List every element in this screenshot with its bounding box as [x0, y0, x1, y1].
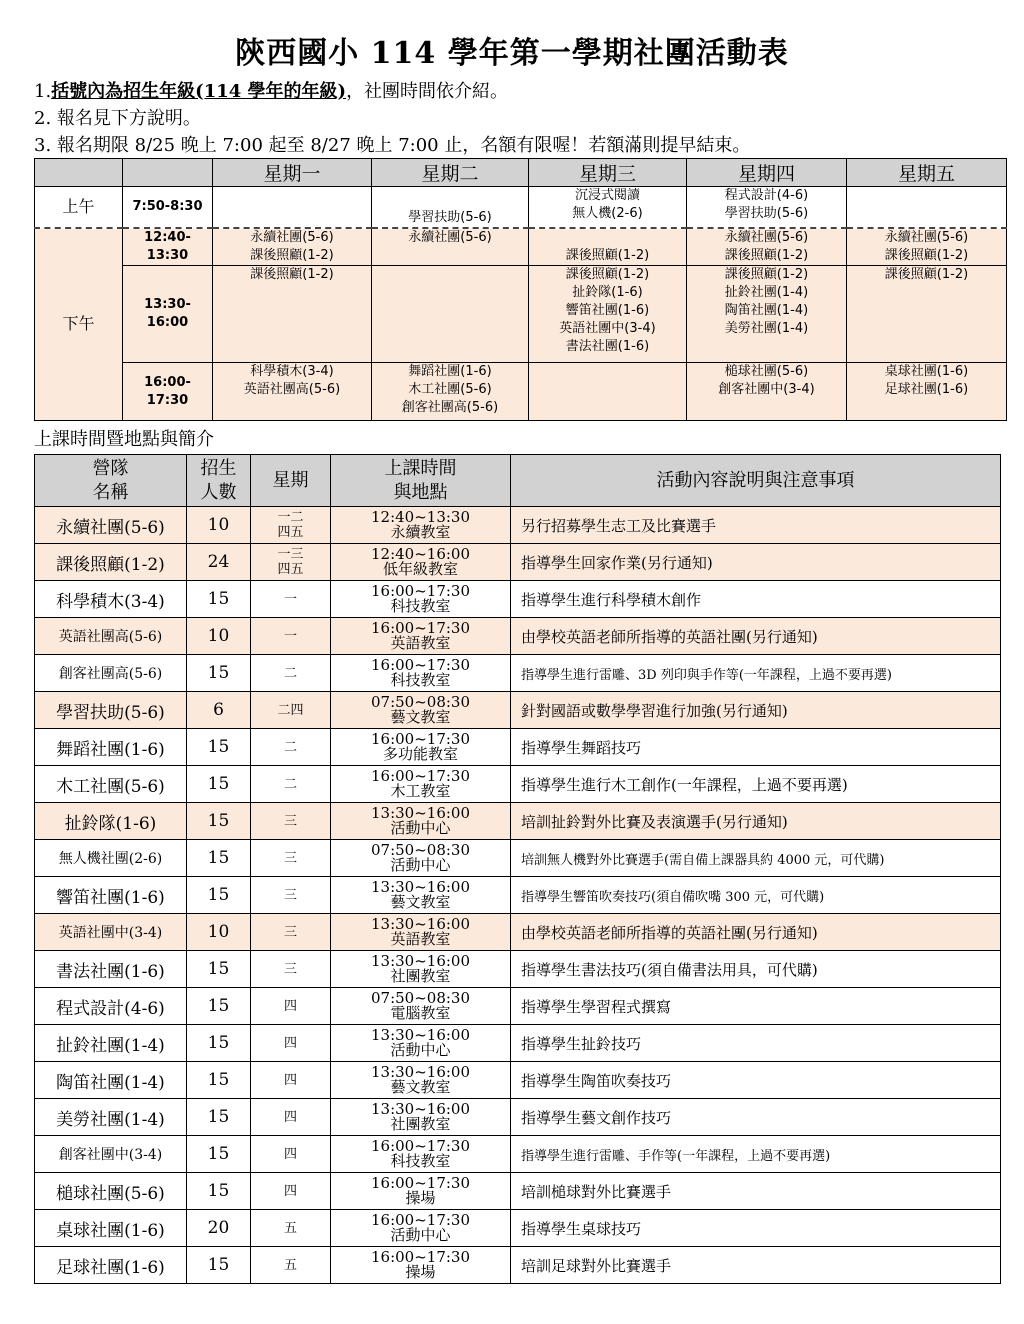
- note-1-rest: ，社團時間依介紹。: [346, 81, 509, 102]
- note-2: 2. 報名見下方說明。: [34, 108, 201, 129]
- club-weekday: 一二 四五: [251, 507, 331, 544]
- club-name: 舞蹈社團(1-6): [35, 729, 187, 766]
- club-time: 16:00~17:30: [370, 730, 471, 748]
- weekly-schedule-table: [34, 158, 1007, 421]
- table-row: [35, 692, 1001, 729]
- club-weekday: 三: [251, 914, 331, 951]
- club-description: 培訓扯鈴對外比賽及表演選手(另行通知): [511, 803, 1001, 840]
- am-slot: 7:50-8:30: [123, 187, 213, 228]
- table-row: [35, 507, 1001, 544]
- club-place: 木工教室: [390, 782, 451, 800]
- club-place: 操場: [405, 1263, 436, 1281]
- club-place: 藝文教室: [390, 1078, 451, 1096]
- schedule-cell: 學習扶助(5-6): [372, 187, 529, 228]
- pm-slot: 16:00- 17:30: [123, 363, 213, 421]
- club-time: 13:30~16:00: [370, 915, 471, 933]
- club-place: 活動中心: [390, 1226, 451, 1244]
- club-enrollment: 15: [187, 988, 251, 1025]
- am-label: 上午: [35, 187, 123, 228]
- club-enrollment: 10: [187, 618, 251, 655]
- schedule-cell: 程式設計(4-6) 學習扶助(5-6): [687, 187, 847, 228]
- table-row: [35, 1210, 1001, 1247]
- club-place: 科技教室: [390, 671, 451, 689]
- club-details-table: [34, 454, 1001, 1284]
- club-time: 16:00~17:30: [370, 1248, 471, 1266]
- table-row: [35, 1136, 1001, 1173]
- club-time: 13:30~16:00: [370, 1026, 471, 1044]
- club-description: 指導學生舞蹈技巧: [511, 729, 1001, 766]
- note-3: 3. 報名期限 8/25 晚上 7:00 起至 8/27 晚上 7:00 止，名額有限喔！若額滿則提早結束。: [34, 135, 751, 156]
- club-description: 培訓無人機對外比賽選手(需自備上課器具約 4000 元，可代購): [511, 840, 1001, 877]
- pm-slot: 12:40- 13:30: [123, 228, 213, 266]
- club-description: 指導學生陶笛吹奏技巧: [511, 1062, 1001, 1099]
- club-enrollment: 15: [187, 1062, 251, 1099]
- club-enrollment: 10: [187, 507, 251, 544]
- schedule-cell: [213, 187, 372, 228]
- club-name: 扯鈴隊(1-6): [35, 803, 187, 840]
- club-description: 另行招募學生志工及比賽選手: [511, 507, 1001, 544]
- page-title: 陝西國小 114 學年第一學期社團活動表: [235, 36, 789, 71]
- club-description: 指導學生回家作業(另行通知): [511, 544, 1001, 581]
- club-description: 指導學生進行雷雕、3D 列印與手作等(一年課程，上過不要再選): [511, 655, 1001, 692]
- club-time-place: [331, 914, 511, 951]
- club-time: 07:50~08:30: [370, 693, 471, 711]
- weekday-header: 星期四: [687, 159, 847, 187]
- table-row: [35, 840, 1001, 877]
- club-enrollment: 15: [187, 877, 251, 914]
- club-weekday: 四: [251, 1025, 331, 1062]
- club-weekday: 三: [251, 803, 331, 840]
- club-time: 12:40~13:30: [370, 508, 471, 526]
- weekday-header: 星期二: [372, 159, 529, 187]
- club-time-place: [331, 1025, 511, 1062]
- table-row: [35, 729, 1001, 766]
- club-time-place: [331, 692, 511, 729]
- club-time-place: [331, 1210, 511, 1247]
- club-weekday: 二四: [251, 692, 331, 729]
- club-time-place: [331, 618, 511, 655]
- schedule-cell: 課後照顧(1-2) 扯鈴社團(1-4) 陶笛社團(1-4) 美勞社團(1-4): [687, 266, 847, 363]
- club-time-place: [331, 1062, 511, 1099]
- table-row: [35, 951, 1001, 988]
- club-description: 指導學生扯鈴技巧: [511, 1025, 1001, 1062]
- note-1-underlined: 括號內為招生年級(114 學年的年級): [51, 81, 347, 102]
- club-name: 學習扶助(5-6): [35, 692, 187, 729]
- schedule-cell: 桌球社團(1-6) 足球社團(1-6): [847, 363, 1007, 421]
- club-time: 13:30~16:00: [370, 1063, 471, 1081]
- table-row: [35, 1247, 1001, 1284]
- club-name: 創客社團中(3-4): [35, 1136, 187, 1173]
- weekday-header: 星期五: [847, 159, 1007, 187]
- club-time-place: [331, 840, 511, 877]
- club-name: 扯鈴社團(1-4): [35, 1025, 187, 1062]
- club-time: 13:30~16:00: [370, 952, 471, 970]
- club-time: 16:00~17:30: [370, 582, 471, 600]
- club-place: 低年級教室: [382, 560, 458, 578]
- table-row: [35, 1173, 1001, 1210]
- club-name: 無人機社團(2-6): [35, 840, 187, 877]
- club-time-place: [331, 951, 511, 988]
- pm-label: 下午: [35, 228, 123, 421]
- club-time-place: [331, 1173, 511, 1210]
- club-name: 足球社團(1-6): [35, 1247, 187, 1284]
- club-weekday: 四: [251, 1099, 331, 1136]
- club-name: 書法社團(1-6): [35, 951, 187, 988]
- schedule-cell: 槌球社團(5-6) 創客社團中(3-4): [687, 363, 847, 421]
- schedule-cell: 永續社團(5-6): [372, 228, 529, 266]
- schedule-cell: 課後照顧(1-2) 扯鈴隊(1-6) 響笛社團(1-6) 英語社團中(3-4) 書法社團(1-6): [529, 266, 687, 363]
- club-time: 16:00~17:30: [370, 656, 471, 674]
- club-time: 16:00~17:30: [370, 1137, 471, 1155]
- club-enrollment: 15: [187, 1099, 251, 1136]
- club-weekday: 一: [251, 618, 331, 655]
- club-place: 英語教室: [390, 634, 451, 652]
- club-weekday: 二: [251, 729, 331, 766]
- club-time: 16:00~17:30: [370, 1174, 471, 1192]
- club-place: 社團教室: [390, 967, 451, 985]
- schedule-cell: 舞蹈社團(1-6) 木工社團(5-6) 創客社團高(5-6): [372, 363, 529, 421]
- club-description: 指導學生響笛吹奏技巧(須自備吹嘴 300 元，可代購): [511, 877, 1001, 914]
- club-place: 多功能教室: [382, 745, 458, 763]
- club-place: 科技教室: [390, 1152, 451, 1170]
- club-time-place: [331, 581, 511, 618]
- club-description: 指導學生進行科學積木創作: [511, 581, 1001, 618]
- schedule-cell: 課後照顧(1-2): [213, 266, 372, 363]
- table-row: [35, 581, 1001, 618]
- club-time-place: [331, 544, 511, 581]
- table-row: [35, 803, 1001, 840]
- club-name: 程式設計(4-6): [35, 988, 187, 1025]
- club-enrollment: 15: [187, 840, 251, 877]
- club-place: 英語教室: [390, 930, 451, 948]
- club-place: 藝文教室: [390, 708, 451, 726]
- club-name: 英語社團中(3-4): [35, 914, 187, 951]
- club-place: 永續教室: [390, 523, 451, 541]
- club-description: 針對國語或數學學習進行加強(另行通知): [511, 692, 1001, 729]
- club-enrollment: 15: [187, 655, 251, 692]
- club-time-place: [331, 1247, 511, 1284]
- schedule-cell: 課後照顧(1-2): [847, 266, 1007, 363]
- club-description: 指導學生學習程式撰寫: [511, 988, 1001, 1025]
- table-row: [35, 618, 1001, 655]
- club-description: 指導學生進行雷雕、手作等(一年課程，上過不要再選): [511, 1136, 1001, 1173]
- club-enrollment: 15: [187, 729, 251, 766]
- club-name: 木工社團(5-6): [35, 766, 187, 803]
- club-place: 活動中心: [390, 1041, 451, 1059]
- table-row: [35, 766, 1001, 803]
- schedule-cell: [529, 363, 687, 421]
- club-place: 操場: [405, 1189, 436, 1207]
- club-time: 13:30~16:00: [370, 1100, 471, 1118]
- header-time-place: 上課時間 與地點: [331, 455, 511, 507]
- club-time: 16:00~17:30: [370, 619, 471, 637]
- header-description: 活動內容說明與注意事項: [511, 455, 1001, 507]
- club-weekday: 一: [251, 581, 331, 618]
- schedule-cell: 永續社團(5-6) 課後照顧(1-2): [213, 228, 372, 266]
- club-enrollment: 24: [187, 544, 251, 581]
- table-row: [35, 1062, 1001, 1099]
- schedule-cell: 永續社團(5-6) 課後照顧(1-2): [847, 228, 1007, 266]
- club-time: 16:00~17:30: [370, 767, 471, 785]
- club-name: 槌球社團(5-6): [35, 1173, 187, 1210]
- club-place: 藝文教室: [390, 893, 451, 911]
- schedule-corner-2: [123, 159, 213, 187]
- club-place: 活動中心: [390, 819, 451, 837]
- club-time: 07:50~08:30: [370, 841, 471, 859]
- club-weekday: 四: [251, 1173, 331, 1210]
- club-time-place: [331, 729, 511, 766]
- club-rows: [35, 507, 1001, 1284]
- schedule-cell: 課後照顧(1-2): [529, 228, 687, 266]
- club-name: 科學積木(3-4): [35, 581, 187, 618]
- club-time-place: [331, 803, 511, 840]
- club-time: 13:30~16:00: [370, 878, 471, 896]
- club-time-place: [331, 988, 511, 1025]
- club-time-place: [331, 877, 511, 914]
- club-time-place: [331, 507, 511, 544]
- notes: [34, 78, 994, 159]
- club-time: 13:30~16:00: [370, 804, 471, 822]
- club-name: 響笛社團(1-6): [35, 877, 187, 914]
- club-weekday: 四: [251, 1062, 331, 1099]
- club-place: 科技教室: [390, 597, 451, 615]
- section-subheading: 上課時間暨地點與簡介: [34, 429, 214, 450]
- club-description: 培訓槌球對外比賽選手: [511, 1173, 1001, 1210]
- weekday-header: 星期一: [213, 159, 372, 187]
- schedule-cell: 沉浸式閱讀 無人機(2-6): [529, 187, 687, 228]
- schedule-cell: [847, 187, 1007, 228]
- club-name: 英語社團高(5-6): [35, 618, 187, 655]
- header-enrollment: 招生 人數: [187, 455, 251, 507]
- schedule-cell: 永續社團(5-6) 課後照顧(1-2): [687, 228, 847, 266]
- club-description: 由學校英語老師所指導的英語社團(另行通知): [511, 914, 1001, 951]
- club-weekday: 四: [251, 988, 331, 1025]
- club-description: 培訓足球對外比賽選手: [511, 1247, 1001, 1284]
- club-name: 陶笛社團(1-4): [35, 1062, 187, 1099]
- club-enrollment: 15: [187, 803, 251, 840]
- club-weekday: 四: [251, 1136, 331, 1173]
- table-row: [35, 988, 1001, 1025]
- club-description: 指導學生書法技巧(須自備書法用具，可代購): [511, 951, 1001, 988]
- club-weekday: 五: [251, 1210, 331, 1247]
- table-row: [35, 877, 1001, 914]
- club-place: 電腦教室: [390, 1004, 451, 1022]
- club-enrollment: 15: [187, 766, 251, 803]
- club-enrollment: 15: [187, 1136, 251, 1173]
- club-name: 課後照顧(1-2): [35, 544, 187, 581]
- club-enrollment: 15: [187, 581, 251, 618]
- club-time: 07:50~08:30: [370, 989, 471, 1007]
- schedule-cell: 科學積木(3-4) 英語社團高(5-6): [213, 363, 372, 421]
- table-row: [35, 544, 1001, 581]
- club-weekday: 三: [251, 840, 331, 877]
- club-time-place: [331, 1099, 511, 1136]
- club-weekday: 一三 四五: [251, 544, 331, 581]
- pm-slot: 13:30- 16:00: [123, 266, 213, 363]
- club-enrollment: 15: [187, 1247, 251, 1284]
- club-weekday: 三: [251, 951, 331, 988]
- club-description: 指導學生進行木工創作(一年課程，上過不要再選): [511, 766, 1001, 803]
- club-time-place: [331, 766, 511, 803]
- club-description: 由學校英語老師所指導的英語社團(另行通知): [511, 618, 1001, 655]
- club-time-place: [331, 655, 511, 692]
- club-weekday: 五: [251, 1247, 331, 1284]
- table-row: [35, 1099, 1001, 1136]
- club-enrollment: 10: [187, 914, 251, 951]
- note-1-number: 1.: [34, 81, 52, 102]
- table-row: [35, 655, 1001, 692]
- table-row: [35, 1025, 1001, 1062]
- club-place: 活動中心: [390, 856, 451, 874]
- header-club-name: 營隊 名稱: [35, 455, 187, 507]
- club-weekday: 三: [251, 877, 331, 914]
- club-time: 12:40~16:00: [370, 545, 471, 563]
- club-time-place: [331, 1136, 511, 1173]
- table-row: [35, 914, 1001, 951]
- club-description: 指導學生桌球技巧: [511, 1210, 1001, 1247]
- header-weekday: 星期: [251, 455, 331, 507]
- club-weekday: 二: [251, 655, 331, 692]
- club-enrollment: 15: [187, 1173, 251, 1210]
- note-1: [34, 78, 994, 105]
- club-name: 永續社團(5-6): [35, 507, 187, 544]
- club-enrollment: 15: [187, 951, 251, 988]
- club-place: 社團教室: [390, 1115, 451, 1133]
- club-name: 美勞社團(1-4): [35, 1099, 187, 1136]
- club-enrollment: 15: [187, 1025, 251, 1062]
- club-name: 創客社團高(5-6): [35, 655, 187, 692]
- club-name: 桌球社團(1-6): [35, 1210, 187, 1247]
- club-enrollment: 6: [187, 692, 251, 729]
- weekday-header: 星期三: [529, 159, 687, 187]
- club-weekday: 二: [251, 766, 331, 803]
- club-enrollment: 20: [187, 1210, 251, 1247]
- club-time: 16:00~17:30: [370, 1211, 471, 1229]
- schedule-cell: [372, 266, 529, 363]
- club-description: 指導學生藝文創作技巧: [511, 1099, 1001, 1136]
- schedule-corner: [35, 159, 123, 187]
